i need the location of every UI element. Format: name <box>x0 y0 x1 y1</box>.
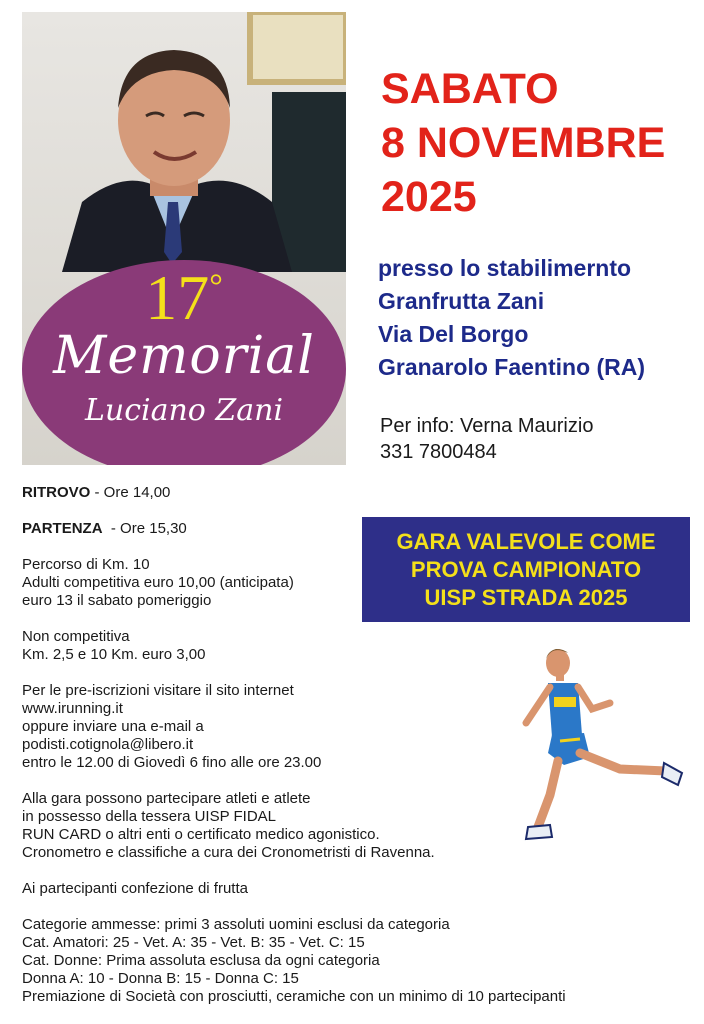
percorso-line: euro 13 il sabato pomeriggio <box>22 592 212 609</box>
date-year: 2025 <box>381 173 477 221</box>
ritrovo-line <box>22 484 662 502</box>
event-date <box>381 62 665 224</box>
date-weekday: SABATO <box>381 65 559 113</box>
venue-block <box>378 252 645 384</box>
memorial-photo <box>22 12 346 465</box>
contact-phone: 331 7800484 <box>380 441 497 463</box>
memorial-oval-badge <box>22 260 346 465</box>
categorie-line: Cat. Donne: Prima assoluta esclusa da ogni categoria <box>22 952 380 969</box>
memorial-number <box>22 262 346 333</box>
iscrizioni-line: oppure inviare una e-mail a <box>22 718 204 735</box>
venue-line: presso lo stabilimernto <box>378 255 632 281</box>
ritrovo-value: - Ore 14,00 <box>90 484 171 501</box>
memorial-title: Memorial <box>53 326 315 386</box>
non-competitiva-line: Non competitiva <box>22 628 130 645</box>
categorie-line: Premiazione di Società con prosciutti, ceramiche con un minimo di 10 partecipanti <box>22 988 566 1005</box>
email-link[interactable]: podisti.cotignola@libero.it <box>22 736 194 753</box>
iscrizioni-line: entro le 12.00 di Giovedì 6 fino alle ore 23.00 <box>22 754 322 771</box>
regole-line: Cronometro e classifiche a cura dei Cronometristi di Ravenna. <box>22 844 435 861</box>
categorie-line: Cat. Amatori: 25 - Vet. A: 35 - Vet. B: 35 - Vet. C: 15 <box>22 934 365 951</box>
banner-line: PROVA CAMPIONATO <box>410 556 642 582</box>
degree-symbol: ° <box>209 268 223 305</box>
venue-line: Via Del Borgo <box>378 321 529 347</box>
percorso-line: Adulti competitiva euro 10,00 (anticipata) <box>22 574 294 591</box>
regole-line: RUN CARD o altri enti o certificato medico agonistico. <box>22 826 380 843</box>
event-details <box>22 484 662 1006</box>
partenza-value: - Ore 15,30 <box>102 520 187 537</box>
frutta-line: Ai partecipanti confezione di frutta <box>22 880 248 897</box>
regole-line: in possesso della tessera UISP FIDAL <box>22 808 277 825</box>
regole-line: Alla gara possono partecipare atleti e atlete <box>22 790 311 807</box>
memorial-number-value: 17 <box>145 262 210 333</box>
portrait-illustration <box>22 12 346 272</box>
contact-info <box>380 413 593 465</box>
iscrizioni-line: Per le pre-iscrizioni visitare il sito internet <box>22 682 294 699</box>
ritrovo-label: RITROVO <box>22 484 91 501</box>
venue-line: Granarolo Faentino (RA) <box>378 354 646 380</box>
website-link[interactable]: www.irunning.it <box>22 700 123 717</box>
percorso-line: Percorso di Km. 10 <box>22 556 150 573</box>
categorie-line: Donna A: 10 - Donna B: 15 - Donna C: 15 <box>22 970 299 987</box>
banner-line: GARA VALEVOLE COME <box>396 528 656 554</box>
categorie-line: Categorie ammesse: primi 3 assoluti uomini esclusi da categoria <box>22 916 450 933</box>
non-competitiva-line: Km. 2,5 e 10 Km. euro 3,00 <box>22 646 206 663</box>
partenza-line <box>22 520 662 538</box>
banner-line: UISP STRADA 2025 <box>424 584 628 610</box>
memorial-honoree-name: Luciano Zani <box>84 393 284 428</box>
partenza-label: PARTENZA <box>22 520 103 537</box>
venue-line: Granfrutta Zani <box>378 288 545 314</box>
contact-name: Per info: Verna Maurizio <box>380 415 594 437</box>
date-day-month: 8 NOVEMBRE <box>381 119 666 167</box>
